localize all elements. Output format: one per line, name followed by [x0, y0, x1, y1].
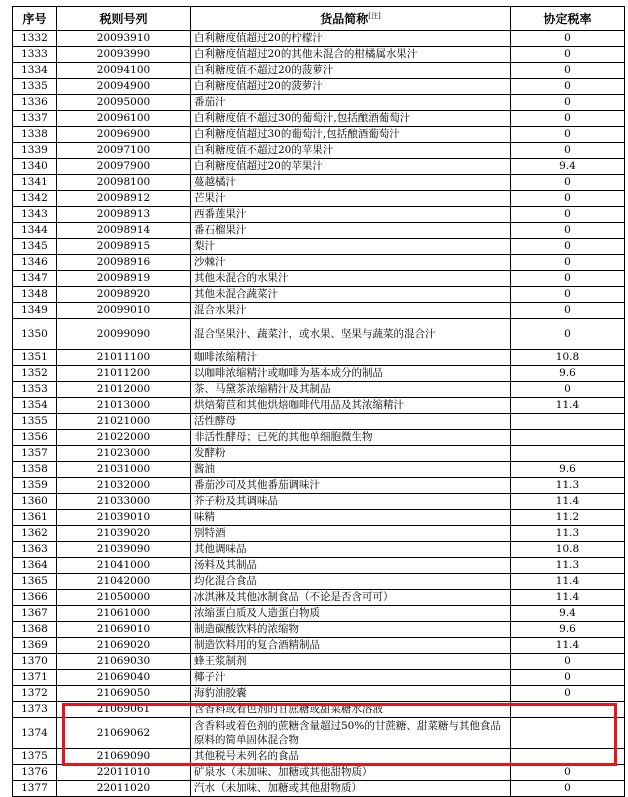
product-name-cell: 茶、马黛茶浓缩精汁及其制品: [191, 382, 511, 398]
tariff-code-cell: 20098913: [57, 207, 191, 223]
serial-number-cell: 1345: [13, 239, 57, 255]
product-name-cell: 制造碳酸饮料的浓缩物: [191, 622, 511, 638]
tariff-code-cell: 21069010: [57, 622, 191, 638]
agreed-rate-cell: 9.6: [511, 462, 625, 478]
tariff-code-cell: 21069040: [57, 670, 191, 686]
tariff-code-cell: 21069061: [57, 702, 191, 718]
table-row: [13, 223, 625, 239]
serial-number-cell: 1367: [13, 606, 57, 622]
table-row: [13, 702, 625, 718]
table-row: [13, 207, 625, 223]
table-row: [13, 718, 625, 749]
serial-number-cell: 1364: [13, 558, 57, 574]
table-row: [13, 765, 625, 781]
product-name-cell: 白利糖度值不超过30的葡萄汁,包括酿酒葡萄汁: [191, 111, 511, 127]
serial-number-cell: 1334: [13, 63, 57, 79]
product-name-cell: 以咖啡浓缩精汁或咖啡为基本成分的制品: [191, 366, 511, 382]
table-row: [13, 414, 625, 430]
serial-number-cell: 1374: [13, 718, 57, 749]
agreed-rate-cell: 0: [511, 765, 625, 781]
tariff-code-cell: 20094100: [57, 63, 191, 79]
table-row: [13, 159, 625, 175]
header-product-name-label: 货品简称: [320, 12, 369, 26]
serial-number-cell: 1362: [13, 526, 57, 542]
tariff-code-cell: 21069050: [57, 686, 191, 702]
tariff-code-cell: 21021000: [57, 414, 191, 430]
tariff-code-cell: 20094900: [57, 79, 191, 95]
table-row: [13, 191, 625, 207]
serial-number-cell: 1354: [13, 398, 57, 414]
product-name-cell: 其他未混合的水果汁: [191, 271, 511, 287]
table-header-row: [13, 7, 625, 31]
serial-number-cell: 1361: [13, 510, 57, 526]
tariff-code-cell: 21012000: [57, 382, 191, 398]
product-name-cell: 白利糖度值超过30的葡萄汁,包括酿酒葡萄汁: [191, 127, 511, 143]
product-name-cell: 椰子汁: [191, 670, 511, 686]
product-name-cell: 发酵粉: [191, 446, 511, 462]
table-row: [13, 494, 625, 510]
product-name-cell: 白利糖度值超过20的苹果汁: [191, 159, 511, 175]
product-name-cell: 味精: [191, 510, 511, 526]
serial-number-cell: 1339: [13, 143, 57, 159]
serial-number-cell: 1366: [13, 590, 57, 606]
tariff-code-cell: 20097900: [57, 159, 191, 175]
product-name-cell: 制造饮料用的复合酒精制品: [191, 638, 511, 654]
product-name-cell: 汽水（未加味、加糖或其他甜物质）: [191, 781, 511, 797]
product-name-cell: 含香料或着色剂的蔗糖含量超过50%的甘蔗糖、甜菜糖与其他食品原料的简单固体混合物: [191, 718, 511, 749]
table-row: [13, 366, 625, 382]
agreed-rate-cell: [511, 718, 625, 749]
table-row: [13, 47, 625, 63]
agreed-rate-cell: [511, 414, 625, 430]
table-row: [13, 590, 625, 606]
product-name-cell: 白利糖度值超过20的柠檬汁: [191, 31, 511, 47]
agreed-rate-cell: [511, 446, 625, 462]
product-name-cell: 矿泉水（未加味、加糖或其他甜物质）: [191, 765, 511, 781]
product-name-cell: 番茄沙司及其他番茄调味汁: [191, 478, 511, 494]
serial-number-cell: 1340: [13, 159, 57, 175]
tariff-document: [12, 6, 624, 797]
agreed-rate-cell: 0: [511, 127, 625, 143]
serial-number-cell: 1337: [13, 111, 57, 127]
header-agreed-rate: 协定税率: [511, 7, 625, 31]
table-row: [13, 638, 625, 654]
agreed-rate-cell: 0: [511, 31, 625, 47]
table-row: [13, 446, 625, 462]
table-row: [13, 478, 625, 494]
product-name-cell: 非活性酵母；已死的其他单细胞微生物: [191, 430, 511, 446]
serial-number-cell: 1368: [13, 622, 57, 638]
tariff-code-cell: 20093910: [57, 31, 191, 47]
serial-number-cell: 1352: [13, 366, 57, 382]
serial-number-cell: 1332: [13, 31, 57, 47]
table-row: [13, 287, 625, 303]
table-row: [13, 622, 625, 638]
table-row: [13, 542, 625, 558]
agreed-rate-cell: [511, 702, 625, 718]
serial-number-cell: 1344: [13, 223, 57, 239]
product-name-cell: 咖啡浓缩精汁: [191, 350, 511, 366]
agreed-rate-cell: 10.8: [511, 350, 625, 366]
agreed-rate-cell: 11.4: [511, 590, 625, 606]
tariff-code-cell: 20099010: [57, 303, 191, 319]
tariff-code-cell: 21022000: [57, 430, 191, 446]
agreed-rate-cell: 11.3: [511, 478, 625, 494]
product-name-cell: 浓缩蛋白质及人造蛋白物质: [191, 606, 511, 622]
tariff-code-cell: 21033000: [57, 494, 191, 510]
product-name-cell: 芒果汁: [191, 191, 511, 207]
table-row: [13, 303, 625, 319]
agreed-rate-cell: 0: [511, 781, 625, 797]
table-row: [13, 271, 625, 287]
tariff-code-cell: 21031000: [57, 462, 191, 478]
serial-number-cell: 1346: [13, 255, 57, 271]
agreed-rate-cell: 0: [511, 670, 625, 686]
serial-number-cell: 1341: [13, 175, 57, 191]
agreed-rate-cell: 0: [511, 175, 625, 191]
product-name-cell: 烘焙菊苣和其他烘焙咖啡代用品及其浓缩精汁: [191, 398, 511, 414]
tariff-code-cell: 20098100: [57, 175, 191, 191]
serial-number-cell: 1343: [13, 207, 57, 223]
serial-number-cell: 1347: [13, 271, 57, 287]
tariff-code-cell: 22011010: [57, 765, 191, 781]
serial-number-cell: 1365: [13, 574, 57, 590]
tariff-code-cell: 21069020: [57, 638, 191, 654]
product-name-cell: 酱油: [191, 462, 511, 478]
tariff-code-cell: 20096100: [57, 111, 191, 127]
agreed-rate-cell: 0: [511, 223, 625, 239]
agreed-rate-cell: 0: [511, 143, 625, 159]
serial-number-cell: 1377: [13, 781, 57, 797]
table-row: [13, 255, 625, 271]
product-name-cell: 海豹油胶囊: [191, 686, 511, 702]
tariff-code-cell: 21039020: [57, 526, 191, 542]
table-row: [13, 175, 625, 191]
agreed-rate-cell: 0: [511, 207, 625, 223]
agreed-rate-cell: 0: [511, 303, 625, 319]
tariff-code-cell: 20098919: [57, 271, 191, 287]
serial-number-cell: 1355: [13, 414, 57, 430]
tariff-code-cell: 20098920: [57, 287, 191, 303]
product-name-cell: 均化混合食品: [191, 574, 511, 590]
serial-number-cell: 1351: [13, 350, 57, 366]
tariff-code-cell: 21069090: [57, 749, 191, 765]
tariff-code-cell: 21039010: [57, 510, 191, 526]
product-name-cell: 混合坚果汁、蔬菜汁，或水果、坚果与蔬菜的混合汁: [191, 319, 511, 350]
agreed-rate-cell: 9.4: [511, 159, 625, 175]
table-body: [13, 31, 625, 797]
tariff-code-cell: 20096900: [57, 127, 191, 143]
serial-number-cell: 1342: [13, 191, 57, 207]
agreed-rate-cell: 0: [511, 382, 625, 398]
table-row: [13, 350, 625, 366]
product-name-cell: 混合水果汁: [191, 303, 511, 319]
tariff-code-cell: 21061000: [57, 606, 191, 622]
product-name-cell: 梨汁: [191, 239, 511, 255]
serial-number-cell: 1372: [13, 686, 57, 702]
tariff-code-cell: 21050000: [57, 590, 191, 606]
table-row: [13, 781, 625, 797]
agreed-rate-cell: 0: [511, 686, 625, 702]
serial-number-cell: 1335: [13, 79, 57, 95]
agreed-rate-cell: 11.4: [511, 638, 625, 654]
tariff-code-cell: 20095000: [57, 95, 191, 111]
agreed-rate-cell: 9.4: [511, 606, 625, 622]
tariff-code-cell: 20098914: [57, 223, 191, 239]
product-name-cell: 白利糖度值超过20的其他未混合的柑橘属水果汁: [191, 47, 511, 63]
agreed-rate-cell: 0: [511, 287, 625, 303]
product-name-cell: 其他调味品: [191, 542, 511, 558]
serial-number-cell: 1356: [13, 430, 57, 446]
product-name-cell: 蔓越橘汁: [191, 175, 511, 191]
product-name-cell: 含香料或着色剂的甘蔗糖或甜菜糖水溶液: [191, 702, 511, 718]
agreed-rate-cell: 9.6: [511, 366, 625, 382]
table-row: [13, 558, 625, 574]
serial-number-cell: 1375: [13, 749, 57, 765]
serial-number-cell: 1348: [13, 287, 57, 303]
agreed-rate-cell: 11.4: [511, 494, 625, 510]
table-row: [13, 239, 625, 255]
tariff-code-cell: 20099090: [57, 319, 191, 350]
table-row: [13, 749, 625, 765]
tariff-code-cell: 21069062: [57, 718, 191, 749]
agreed-rate-cell: 0: [511, 239, 625, 255]
agreed-rate-cell: 0: [511, 271, 625, 287]
tariff-code-cell: 21042000: [57, 574, 191, 590]
agreed-rate-cell: [511, 430, 625, 446]
serial-number-cell: 1338: [13, 127, 57, 143]
table-row: [13, 111, 625, 127]
agreed-rate-cell: 0: [511, 95, 625, 111]
agreed-rate-cell: 11.4: [511, 398, 625, 414]
tariff-code-cell: 20098915: [57, 239, 191, 255]
tariff-code-cell: 21069030: [57, 654, 191, 670]
product-name-cell: 别特酒: [191, 526, 511, 542]
tariff-code-cell: 20098916: [57, 255, 191, 271]
table-row: [13, 95, 625, 111]
tariff-code-cell: 20098912: [57, 191, 191, 207]
tariff-code-cell: 21011100: [57, 350, 191, 366]
header-serial-number: 序号: [13, 7, 57, 31]
table-row: [13, 462, 625, 478]
table-row: [13, 31, 625, 47]
tariff-code-cell: 20097100: [57, 143, 191, 159]
table-row: [13, 430, 625, 446]
serial-number-cell: 1336: [13, 95, 57, 111]
tariff-table: [12, 6, 625, 797]
table-row: [13, 606, 625, 622]
agreed-rate-cell: 0: [511, 63, 625, 79]
tariff-code-cell: 21039090: [57, 542, 191, 558]
table-row: [13, 398, 625, 414]
table-row: [13, 143, 625, 159]
table-row: [13, 79, 625, 95]
serial-number-cell: 1370: [13, 654, 57, 670]
table-row: [13, 382, 625, 398]
serial-number-cell: 1371: [13, 670, 57, 686]
product-name-cell: 沙棘汁: [191, 255, 511, 271]
serial-number-cell: 1363: [13, 542, 57, 558]
agreed-rate-cell: 0: [511, 111, 625, 127]
table-row: [13, 319, 625, 350]
tariff-code-cell: 21032000: [57, 478, 191, 494]
product-name-cell: 其他未混合蔬菜汁: [191, 287, 511, 303]
agreed-rate-cell: 0: [511, 654, 625, 670]
product-name-cell: 芥子粉及其调味品: [191, 494, 511, 510]
serial-number-cell: 1359: [13, 478, 57, 494]
serial-number-cell: 1358: [13, 462, 57, 478]
serial-number-cell: 1349: [13, 303, 57, 319]
tariff-code-cell: 21023000: [57, 446, 191, 462]
table-row: [13, 63, 625, 79]
serial-number-cell: 1369: [13, 638, 57, 654]
serial-number-cell: 1353: [13, 382, 57, 398]
tariff-code-cell: 21041000: [57, 558, 191, 574]
table-row: [13, 670, 625, 686]
serial-number-cell: 1357: [13, 446, 57, 462]
product-name-cell: 白利糖度值不超过20的苹果汁: [191, 143, 511, 159]
table-row: [13, 654, 625, 670]
agreed-rate-cell: 11.4: [511, 574, 625, 590]
serial-number-cell: 1376: [13, 765, 57, 781]
serial-number-cell: 1360: [13, 494, 57, 510]
product-name-cell: 其他税号未列名的食品: [191, 749, 511, 765]
product-name-cell: 汤料及其制品: [191, 558, 511, 574]
tariff-code-cell: 20093990: [57, 47, 191, 63]
table-row: [13, 526, 625, 542]
agreed-rate-cell: 11.2: [511, 510, 625, 526]
table-row: [13, 574, 625, 590]
product-name-cell: 蜂王浆制剂: [191, 654, 511, 670]
agreed-rate-cell: 10.8: [511, 542, 625, 558]
header-note-marker: [注]: [368, 12, 381, 20]
product-name-cell: 西番莲果汁: [191, 207, 511, 223]
agreed-rate-cell: 0: [511, 191, 625, 207]
product-name-cell: 番茄汁: [191, 95, 511, 111]
header-tariff-code: 税则号列: [57, 7, 191, 31]
tariff-code-cell: 21011200: [57, 366, 191, 382]
tariff-code-cell: 22011020: [57, 781, 191, 797]
serial-number-cell: 1333: [13, 47, 57, 63]
agreed-rate-cell: 0: [511, 319, 625, 350]
table-row: [13, 510, 625, 526]
agreed-rate-cell: [511, 749, 625, 765]
product-name-cell: 冰淇淋及其他冰制食品（不论是否含可可）: [191, 590, 511, 606]
product-name-cell: 白利糖度值超过20的菠萝汁: [191, 79, 511, 95]
agreed-rate-cell: 0: [511, 255, 625, 271]
product-name-cell: 白利糖度值不超过20的菠萝汁: [191, 63, 511, 79]
agreed-rate-cell: 9.6: [511, 622, 625, 638]
agreed-rate-cell: 11.3: [511, 558, 625, 574]
agreed-rate-cell: 0: [511, 79, 625, 95]
table-row: [13, 686, 625, 702]
agreed-rate-cell: 0: [511, 47, 625, 63]
table-row: [13, 127, 625, 143]
tariff-code-cell: 21013000: [57, 398, 191, 414]
product-name-cell: 番石榴果汁: [191, 223, 511, 239]
serial-number-cell: 1350: [13, 319, 57, 350]
serial-number-cell: 1373: [13, 702, 57, 718]
product-name-cell: 活性酵母: [191, 414, 511, 430]
header-product-name: [191, 7, 511, 31]
agreed-rate-cell: 11.3: [511, 526, 625, 542]
